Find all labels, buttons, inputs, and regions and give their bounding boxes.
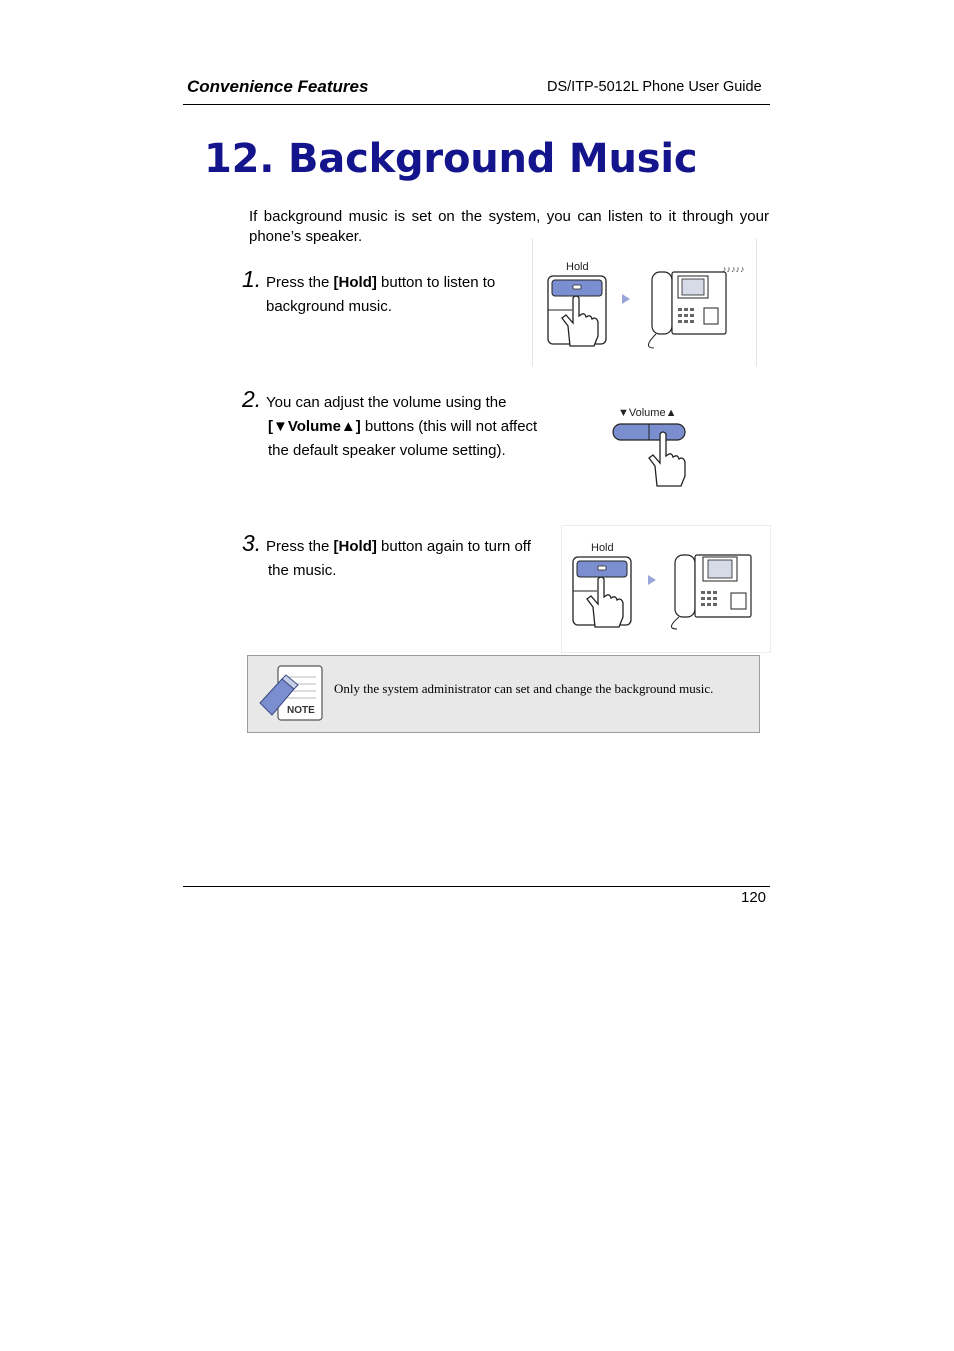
note-icon-label: NOTE [287, 705, 315, 716]
step-text: the music. [268, 562, 337, 579]
header-rule [183, 104, 770, 105]
page-title: 12. Background Music [204, 136, 698, 182]
step-1-text [266, 271, 495, 319]
step-number: 1. [242, 266, 262, 292]
hold-key-label: [Hold] [333, 538, 377, 555]
step-3-text [266, 535, 531, 583]
step-text: Press the [266, 538, 334, 555]
page-number: 120 [741, 889, 767, 906]
hold-illustration-2 [561, 525, 772, 653]
guide-title: DS/ITP-5012L Phone User Guide [547, 79, 762, 95]
intro-paragraph: If background music is set on the system, you can listen to it through your phone’s speaker. [249, 208, 769, 245]
step-text: button to listen to [376, 274, 496, 291]
hold-key-label: [Hold] [333, 274, 377, 291]
step-text: the default speaker volume setting). [268, 442, 506, 459]
step-text: Press the [266, 274, 334, 291]
step-text: buttons (this will not affect [360, 418, 538, 435]
volume-label: ▼Volume▲ [618, 407, 677, 419]
step-text: You can adjust the volume using the [266, 394, 507, 411]
step-number: 2. [242, 386, 262, 412]
note-text: Only the system administrator can set and change the background music. [334, 681, 714, 696]
step-number: 3. [242, 530, 262, 556]
footer-rule [183, 886, 770, 887]
note-icon [256, 663, 326, 725]
step-2-text [266, 391, 566, 463]
step-text: button again to turn off [376, 538, 531, 555]
hold-label: Hold [591, 542, 614, 554]
volume-key-label: [▼Volume▲] [268, 418, 361, 435]
music-notes: ♪♪♪♪♪ [722, 264, 745, 274]
volume-illustration [606, 400, 706, 490]
hold-label: Hold [566, 261, 589, 273]
section-title: Convenience Features [187, 77, 369, 96]
step-3 [242, 530, 261, 557]
step-2 [242, 386, 261, 413]
step-text: background music. [266, 298, 392, 315]
hold-illustration-1 [532, 238, 758, 368]
step-1 [242, 266, 261, 293]
